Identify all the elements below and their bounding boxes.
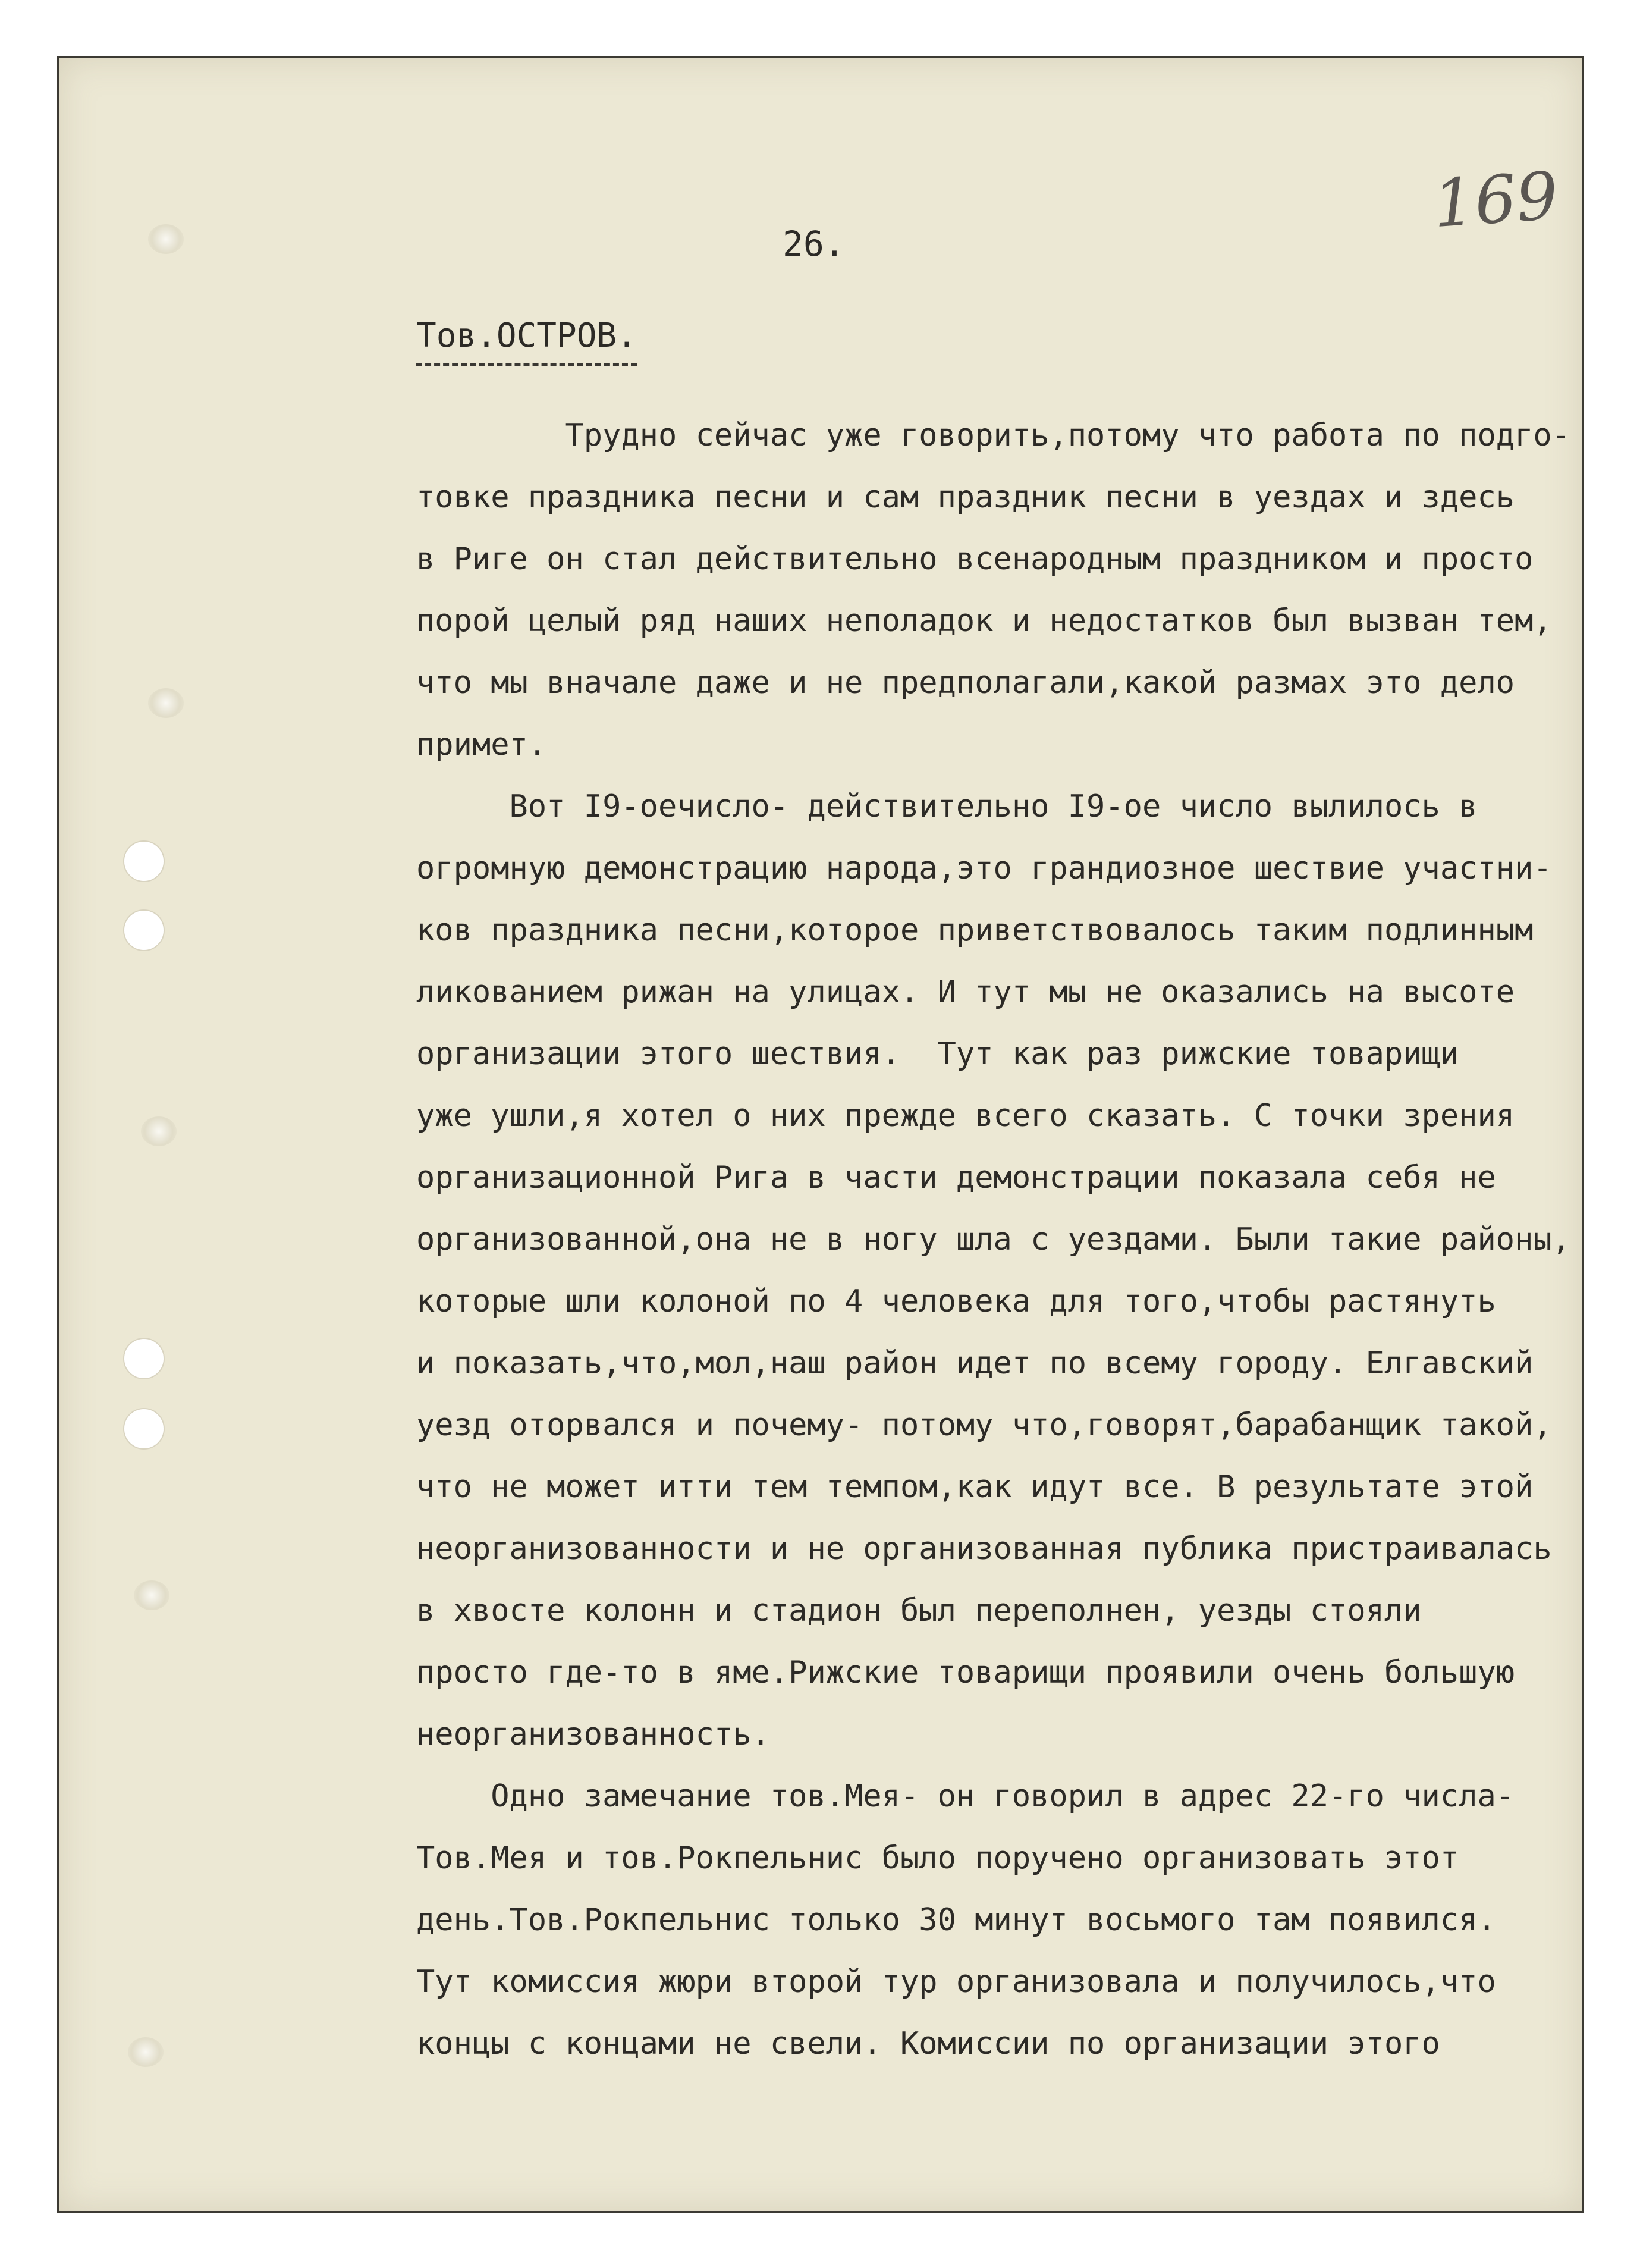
paper-dent — [141, 1116, 177, 1146]
text-line: уже ушли,я хотел о них прежде всего сказать. С точки зрения — [416, 1098, 1515, 1134]
page-number: 26. — [783, 224, 845, 264]
text-line: в хвосте колонн и стадион был переполнен, уезды стояли — [416, 1593, 1422, 1629]
text-line: концы с концами не свели. Комиссии по организации этого — [416, 2026, 1440, 2062]
punch-hole — [123, 1408, 165, 1450]
text-line: организованной,она не в ногу шла с уездами. Были такие районы, — [416, 1222, 1571, 1257]
text-line: примет. — [416, 727, 547, 763]
text-line: огромную демонстрацию народа,это грандиозное шествие участни- — [416, 851, 1552, 886]
paper-dent — [128, 2037, 164, 2067]
punch-hole — [123, 909, 165, 951]
paper-dent — [134, 1580, 169, 1610]
text-line: уезд оторвался и почему- потому что,говорят,барабанщик такой, — [416, 1407, 1552, 1443]
text-line: ликованием рижан на улицах. И тут мы не оказались на высоте — [416, 974, 1515, 1010]
text-line: неорганизованность. — [416, 1717, 770, 1752]
text-line: организации этого шествия. Тут как раз рижские товарищи — [416, 1036, 1459, 1072]
text-line: Вот I9-оечисло- действительно I9-ое число вылилось в — [416, 789, 1478, 824]
punch-hole — [123, 1338, 165, 1379]
text-line: день.Тов.Рокпельнис только 30 минут восьмого там появился. — [416, 1902, 1496, 1938]
text-line: в Риге он стал действительно всенародным праздником и просто — [416, 541, 1534, 577]
text-line: товке праздника песни и сам праздник песни в уездах и здесь — [416, 479, 1515, 515]
typed-body-text — [416, 404, 1571, 2075]
paper-dent — [148, 224, 184, 254]
text-line: что не может итти тем темпом,как идут все. В результате этой — [416, 1469, 1534, 1505]
punch-hole — [123, 840, 165, 882]
text-line: организационной Рига в части демонстрации показала себя не — [416, 1160, 1496, 1196]
text-line: и показать,что,мол,наш район идет по всему городу. Елгавский — [416, 1345, 1534, 1381]
text-line: Одно замечание тов.Мея- он говорил в адрес 22-го числа- — [416, 1778, 1515, 1814]
text-line: просто где-то в яме.Рижские товарищи проявили очень большую — [416, 1655, 1515, 1690]
paper-dent — [148, 688, 184, 718]
text-line: порой целый ряд наших неполадок и недостатков был вызван тем, — [416, 603, 1552, 639]
text-line: что мы вначале даже и не предполагали,какой размах это дело — [416, 665, 1515, 701]
text-line: Тов.Мея и тов.Рокпельнис было поручено организовать этот — [416, 1840, 1459, 1876]
speaker-heading: Тов.ОСТРОВ. — [416, 316, 637, 366]
text-line: Тут комиссия жюри второй тур организовала и получилось,что — [416, 1964, 1496, 2000]
text-line: ков праздника песни,которое приветствовалось таким подлинным — [416, 912, 1534, 948]
text-line: Трудно сейчас уже говорить,потому что работа по подго- — [416, 418, 1571, 453]
text-line: неорганизованности и не организованная публика пристраивалась — [416, 1531, 1552, 1567]
text-line: которые шли колоной по 4 человека для того,чтобы растянуть — [416, 1284, 1496, 1319]
archive-page-number: 169 — [1430, 157, 1561, 243]
